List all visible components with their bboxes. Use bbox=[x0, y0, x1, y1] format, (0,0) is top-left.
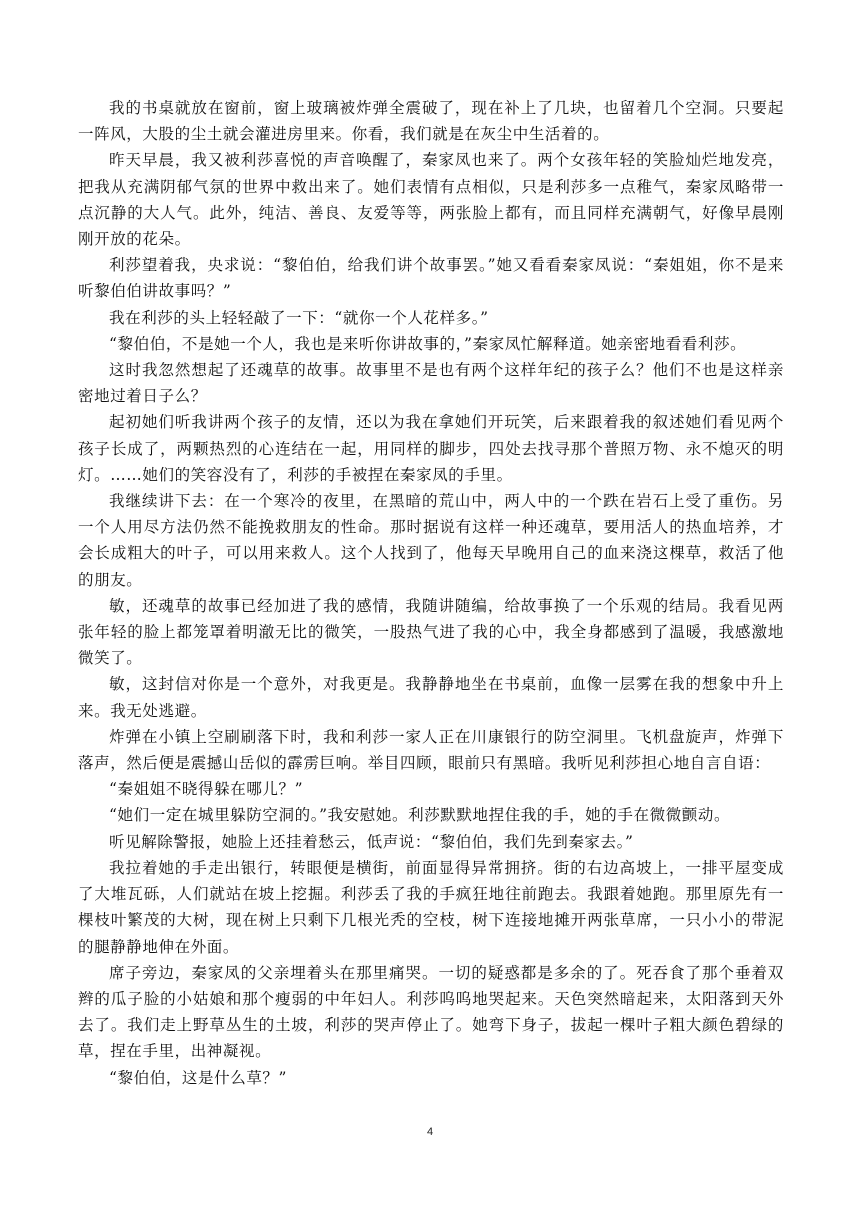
article-body bbox=[78, 95, 784, 1091]
paragraph-15: 我拉着她的手走出银行，转眼便是横街，前面显得异常拥挤。街的右边高坡上，一排平屋变成了大堆瓦砾，人们就站在坡上挖掘。利莎丢了我的手疯狂地往前跑去。我跟着她跑。那里原先有一棵枝叶繁茂的大树，现在树上只剩下几根光秃的空枝，树下连接地摊开两张草席，一只小小的带泥的腿静静地伸在外面。 bbox=[78, 858, 784, 956]
paragraph-13: “她们一定在城里躲防空洞的。”我安慰她。利莎默默地捏住我的手，她的手在微微颤动。 bbox=[109, 806, 731, 825]
paragraph-11: 炸弹在小镇上空刷刷落下时，我和利莎一家人正在川康银行的防空洞里。飞机盘旋声，炸弹下落声，然后便是震撼山岳似的霹雳巨响。举目四顾，眼前只有黑暗。我听见利莎担心地自言自语： bbox=[78, 727, 784, 773]
paragraph-17: “黎伯伯，这是什么草？” bbox=[109, 1068, 288, 1087]
paragraph-6: 这时我忽然想起了还魂草的故事。故事里不是也有两个这样年纪的孩子么？他们不也是这样亲密地过着日子么？ bbox=[78, 361, 784, 406]
paragraph-5: “黎伯伯，不是她一个人，我也是来听你讲故事的，”秦家凤忙解释道。她亲密地看看利莎。 bbox=[109, 334, 747, 353]
page-number: 4 bbox=[426, 1126, 434, 1138]
paragraph-7: 起初她们听我讲两个孩子的友情，还以为我在拿她们开玩笑，后来跟着我的叙述她们看见两个孩子长成了，两颗热烈的心连结在一起，用同样的脚步，四处去找寻那个普照万物、永不熄灭的明灯。……她们的笑容没有了，利莎的手被捏在秦家凤的手里。 bbox=[78, 413, 784, 484]
paragraph-4: 我在利莎的头上轻轻敲了一下：“就你一个人花样多。” bbox=[109, 308, 489, 327]
paragraph-2: 昨天早晨，我又被利莎喜悦的声音唤醒了，秦家凤也来了。两个女孩年轻的笑脸灿烂地发亮，把我从充满阴郁气氛的世界中救出来了。她们表情有点相似，只是利莎多一点稚气，秦家凤略带一点沉静的大人气。此外，纯洁、善良、友爱等等，两张脸上都有，而且同样充满朝气，好像早晨刚刚开放的花朵。 bbox=[78, 151, 784, 249]
paragraph-9: 敏，还魂草的故事已经加进了我的感情，我随讲随编，给故事换了一个乐观的结局。我看见两张年轻的脸上都笼罩着明澈无比的微笑，一股热气进了我的心中，我全身都感到了温暖，我感激地微笑了。 bbox=[78, 596, 784, 668]
paragraph-1: 我的书桌就放在窗前，窗上玻璃被炸弹全震破了，现在补上了几块，也留着几个空洞。只要起一阵风，大股的尘土就会灌进房里来。你看，我们就是在灰尘中生活着的。 bbox=[78, 99, 784, 144]
paragraph-12: “秦姐姐不晓得躲在哪儿？” bbox=[109, 780, 304, 799]
paragraph-16: 席子旁边，秦家凤的父亲埋着头在那里痛哭。一切的疑惑都是多余的了。死吞食了那个垂着双辫的瓜子脸的小姑娘和那个瘦弱的中年妇人。利莎呜呜地哭起来。天色突然暗起来，太阳落到天外去了。我们走上野草丛生的土坡，利莎的哭声停止了。她弯下身子，拔起一棵叶子粗大颜色碧绿的草，捏在手里，出神凝视。 bbox=[78, 963, 784, 1061]
paragraph-14: 听见解除警报，她脸上还挂着愁云，低声说：“黎伯伯，我们先到秦家去。” bbox=[109, 832, 634, 851]
paragraph-10: 敏，这封信对你是一个意外，对我更是。我静静地坐在书桌前，血像一层雾在我的想象中升上来。我无处逃避。 bbox=[78, 675, 784, 720]
paragraph-3: 利莎望着我，央求说：“黎伯伯，给我们讲个故事罢。”她又看看秦家凤说：“秦姐姐，你不是来听黎伯伯讲故事吗？” bbox=[78, 256, 784, 301]
paragraph-8: 我继续讲下去：在一个寒冷的夜里，在黑暗的荒山中，两人中的一个跌在岩石上受了重伤。另一个人用尽方法仍然不能挽救朋友的性命。那时据说有这样一种还魂草，要用活人的热血培养，才会长成粗大的叶子，可以用来救人。这个人找到了，他每天早晚用自己的血来浇这棵草，救活了他的朋友。 bbox=[78, 492, 784, 589]
